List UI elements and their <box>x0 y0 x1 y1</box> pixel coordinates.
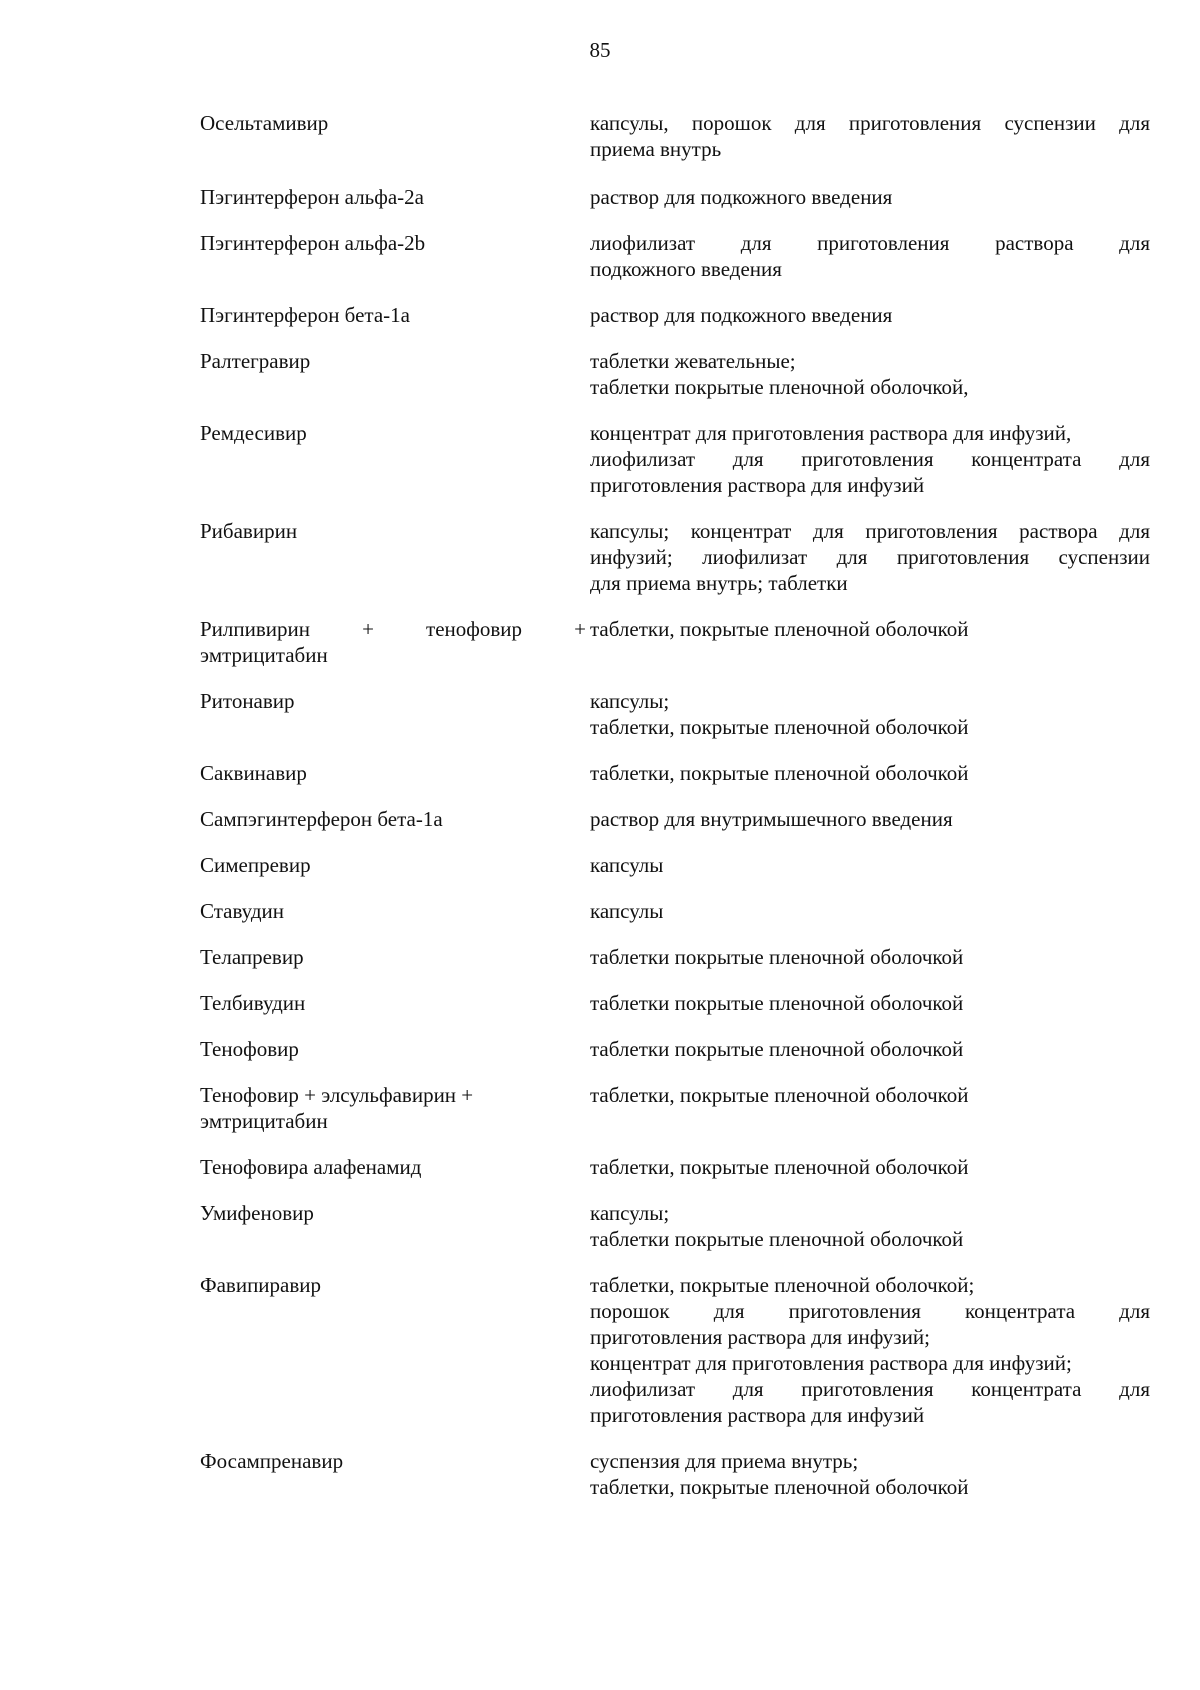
dosage-forms <box>590 1082 1150 1134</box>
dosage-forms <box>590 990 1150 1016</box>
table-row <box>200 1154 1150 1180</box>
dosage-form-line: капсулы; <box>590 689 670 713</box>
dosage-forms <box>590 806 1150 832</box>
dosage-form-line: концентрат для приготовления раствора для инфузий, <box>590 421 1072 445</box>
drug-name <box>200 616 590 668</box>
table-row <box>200 852 1150 878</box>
drug-name: Тенофовир <box>200 1037 299 1061</box>
drug-name: Тенофовира алафенамид <box>200 1155 422 1179</box>
dosage-form-line: таблетки покрытые пленочной оболочкой <box>590 945 964 969</box>
dosage-forms <box>590 852 1150 878</box>
drug-name: Телбивудин <box>200 991 306 1015</box>
dosage-form-line: капсулы; концентрат для приготовления раствора для <box>590 519 1150 543</box>
dosage-form-line: капсулы <box>590 899 664 923</box>
dosage-form-line: таблетки, покрытые пленочной оболочкой <box>590 617 969 641</box>
table-row <box>200 302 1150 328</box>
dosage-form-line: таблетки, покрытые пленочной оболочкой; <box>590 1273 975 1297</box>
dosage-forms <box>590 302 1150 328</box>
drug-name-part: + <box>362 617 374 641</box>
dosage-form-line: капсулы <box>590 853 664 877</box>
dosage-forms <box>590 760 1150 786</box>
drug-name: Ремдесивир <box>200 421 307 445</box>
dosage-forms <box>590 110 1150 162</box>
dosage-form-line: подкожного введения <box>590 257 782 281</box>
drug-name: Фавипиравир <box>200 1273 322 1297</box>
table-row <box>200 230 1150 282</box>
drug-name: Пэгинтерферон альфа-2а <box>200 185 424 209</box>
table-row <box>200 110 1150 162</box>
dosage-form-line: раствор для внутримышечного введения <box>590 807 953 831</box>
drug-name: Симепревир <box>200 853 311 877</box>
dosage-forms <box>590 1272 1150 1428</box>
dosage-form-line: концентрат для приготовления раствора для инфузий; <box>590 1351 1072 1375</box>
table-row <box>200 1272 1150 1428</box>
dosage-form-line: порошок для приготовления концентрата для <box>590 1299 1150 1323</box>
dosage-form-line: лиофилизат для приготовления раствора для <box>590 231 1150 255</box>
dosage-forms <box>590 944 1150 970</box>
dosage-forms <box>590 1448 1150 1500</box>
drug-name: Ралтегравир <box>200 349 311 373</box>
drug-name: Саквинавир <box>200 761 307 785</box>
dosage-form-line: приема внутрь <box>590 137 722 161</box>
dosage-form-line: таблетки покрытые пленочной оболочкой <box>590 991 964 1015</box>
dosage-form-line: таблетки, покрытые пленочной оболочкой <box>590 1475 969 1499</box>
table-row <box>200 1082 1150 1134</box>
drug-name-part: Рилпивирин <box>200 617 311 641</box>
dosage-form-line: инфузий; лиофилизат для приготовления суспензии <box>590 545 1150 569</box>
dosage-form-line: суспензия для приема внутрь; <box>590 1449 859 1473</box>
drug-name: Пэгинтерферон альфа-2b <box>200 231 426 255</box>
table-row <box>200 616 1150 668</box>
table-row <box>200 898 1150 924</box>
drug-name: Ритонавир <box>200 689 295 713</box>
table-row <box>200 1036 1150 1062</box>
dosage-form-line: таблетки жевательные; <box>590 349 796 373</box>
dosage-form-line: таблетки покрытые пленочной оболочкой <box>590 1227 964 1251</box>
table-row <box>200 1200 1150 1252</box>
drug-name-part: + <box>574 617 586 641</box>
dosage-forms <box>590 230 1150 282</box>
table-row <box>200 348 1150 400</box>
drug-name: Ставудин <box>200 899 285 923</box>
dosage-form-line: таблетки покрытые пленочной оболочкой <box>590 1037 964 1061</box>
drug-name: Осельтамивир <box>200 111 329 135</box>
drug-name-line: эмтрицитабин <box>200 643 328 667</box>
table-row <box>200 184 1150 210</box>
dosage-forms <box>590 1200 1150 1252</box>
drug-name-part: тенофовир <box>426 617 523 641</box>
dosage-forms <box>590 898 1150 924</box>
drug-table <box>200 110 1150 1500</box>
table-row <box>200 806 1150 832</box>
dosage-forms <box>590 420 1150 498</box>
dosage-form-line: приготовления раствора для инфузий <box>590 1403 925 1427</box>
drug-name: Умифеновир <box>200 1201 314 1225</box>
drug-name-line <box>200 616 586 642</box>
dosage-forms <box>590 688 1150 740</box>
dosage-forms <box>590 348 1150 400</box>
dosage-form-line: раствор для подкожного введения <box>590 185 893 209</box>
dosage-forms <box>590 518 1150 596</box>
dosage-form-line: лиофилизат для приготовления концентрата для <box>590 447 1150 471</box>
dosage-form-line: лиофилизат для приготовления концентрата для <box>590 1377 1150 1401</box>
dosage-form-line: для приема внутрь; таблетки <box>590 571 848 595</box>
dosage-forms <box>590 184 1150 210</box>
dosage-form-line: приготовления раствора для инфузий <box>590 473 925 497</box>
dosage-form-line: капсулы, порошок для приготовления суспензии для <box>590 111 1150 135</box>
dosage-forms <box>590 616 1150 668</box>
dosage-form-line: таблетки, покрытые пленочной оболочкой <box>590 715 969 739</box>
table-row <box>200 990 1150 1016</box>
table-row <box>200 420 1150 498</box>
drug-name-line: эмтрицитабин <box>200 1109 328 1133</box>
dosage-form-line: таблетки, покрытые пленочной оболочкой <box>590 1155 969 1179</box>
table-row <box>200 518 1150 596</box>
table-row <box>200 1448 1150 1500</box>
dosage-form-line: таблетки, покрытые пленочной оболочкой <box>590 761 969 785</box>
dosage-form-line: таблетки, покрытые пленочной оболочкой <box>590 1083 969 1107</box>
drug-name: Рибавирин <box>200 519 298 543</box>
table-row <box>200 688 1150 740</box>
drug-name: Сампэгинтерферон бета-1а <box>200 807 443 831</box>
table-row <box>200 944 1150 970</box>
dosage-form-line: капсулы; <box>590 1201 670 1225</box>
dosage-form-line: приготовления раствора для инфузий; <box>590 1325 930 1349</box>
dosage-forms <box>590 1154 1150 1180</box>
drug-name: Фосампренавир <box>200 1449 344 1473</box>
dosage-forms <box>590 1036 1150 1062</box>
table-row <box>200 760 1150 786</box>
drug-name: Телапревир <box>200 945 304 969</box>
dosage-form-line: таблетки покрытые пленочной оболочкой, <box>590 375 969 399</box>
drug-name: Пэгинтерферон бета-1а <box>200 303 410 327</box>
dosage-form-line: раствор для подкожного введения <box>590 303 893 327</box>
drug-name-line: Тенофовир + элсульфавирин + <box>200 1083 474 1107</box>
drug-name <box>200 1082 590 1134</box>
page-number: 85 <box>589 38 611 62</box>
